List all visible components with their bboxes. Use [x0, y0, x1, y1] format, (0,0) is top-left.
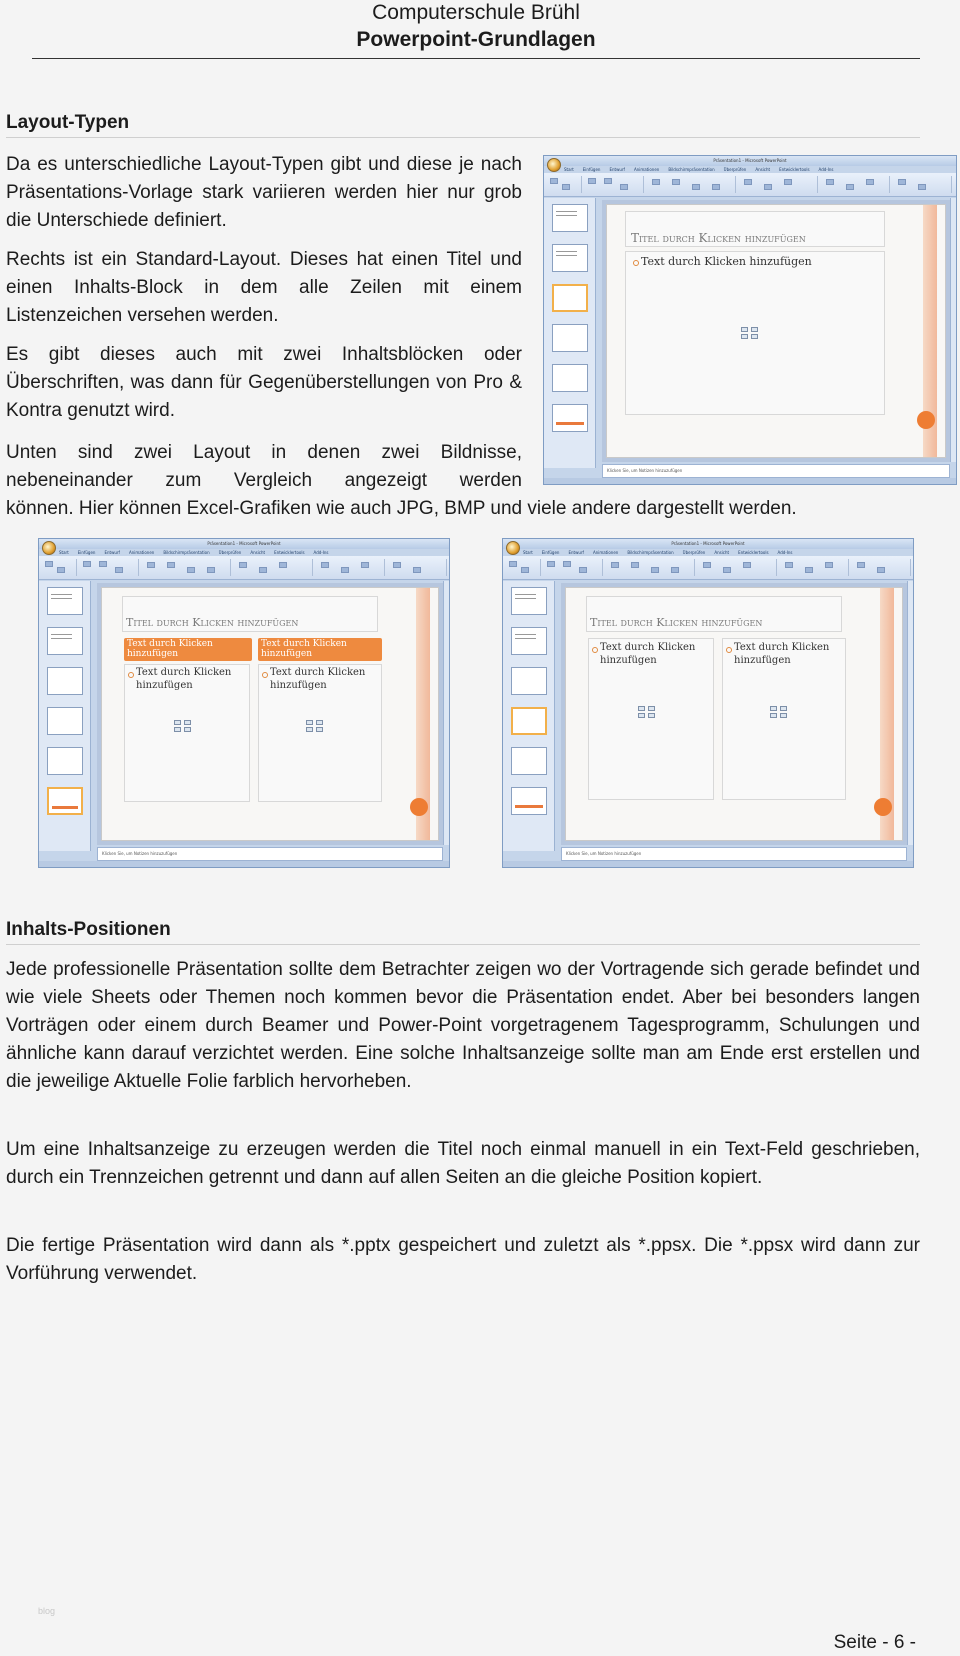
bullet-left: Text durch Klicken hinzufügen — [136, 667, 246, 692]
slide-thumbnails — [503, 581, 555, 851]
tab: Entwicklertools — [274, 550, 305, 555]
slide-title: Titel durch Klicken hinzufügen — [631, 231, 806, 245]
tab: Animationen — [128, 550, 155, 555]
notes-pane: Klicken Sie, um Notizen hinzuzufügen — [602, 464, 950, 478]
status-bar — [39, 861, 449, 867]
slide-thumbnail — [47, 667, 83, 695]
orange-circle-icon — [410, 798, 428, 816]
paragraph-create-toc: Um eine Inhaltsanzeige zu erzeugen werden die Titel noch einmal manuell in ein Text-Feld geschrieben, durch ein Trennzeichen getrennt und dann auf allen Seiten an die gleiche Position kopiert. — [6, 1139, 920, 1188]
tab: Start — [564, 167, 574, 172]
page-number: Seite - 6 - — [833, 1632, 916, 1653]
ribbon — [39, 556, 449, 580]
insert-content-icons — [306, 720, 328, 736]
window-title: Präsentation1 - Microsoft PowerPoint — [544, 156, 956, 166]
insert-content-icons — [770, 706, 792, 722]
paragraph-two-images: Unten sind zwei Layout in denen zwei Bildnisse, nebeneinander zum Vergleich angezeigt werden — [6, 442, 522, 491]
bullet-right: Text durch Klicken hinzufügen — [734, 642, 842, 667]
slide-thumbnail — [47, 747, 83, 775]
screenshot-comparison-layout — [38, 538, 450, 868]
status-bar — [544, 478, 956, 484]
section-heading-content-positions: Inhalts-Positionen — [6, 919, 920, 945]
content-bullet: Text durch Klicken hinzufügen — [641, 255, 812, 268]
tab: Add-Ins — [313, 550, 329, 555]
insert-content-icons — [741, 327, 763, 343]
ribbon — [544, 173, 956, 197]
header-left: Text durch Klicken hinzufügen — [124, 638, 252, 661]
ribbon — [503, 556, 913, 580]
slide-stage — [561, 583, 907, 845]
header-right: Text durch Klicken hinzufügen — [258, 638, 382, 661]
paragraph-two-images-cont: können. Hier können Excel-Grafiken wie auch JPG, BMP und viele andere dargestellt werden. — [6, 498, 797, 519]
slide — [606, 204, 946, 458]
window-title: Präsentation1 - Microsoft PowerPoint — [503, 539, 913, 549]
section-heading-layout-types: Layout-Typen — [6, 112, 920, 138]
tab: Einfügen — [582, 167, 601, 172]
paragraph-save-ppsx: Die fertige Präsentation wird dann als *.pptx gespeichert und zuletzt als *.ppsx. Die *.ppsx wird dann zur Vorführung verwendet. — [6, 1235, 920, 1284]
tab: Ansicht — [250, 550, 266, 555]
slide — [565, 587, 903, 841]
slide-thumbnail — [511, 787, 547, 815]
scrollbar — [907, 581, 913, 845]
ribbon-tabs — [59, 549, 449, 556]
slide-thumbnail — [47, 627, 83, 655]
ribbon-tabs — [523, 549, 913, 556]
tab: Entwurf — [104, 550, 120, 555]
paragraph-professional-presentation: Jede professionelle Präsentation sollte dem Betrachter zeigen wo der Vortragende sich gerade befindet und wie viele Sheets oder Themen noch kommen bevor die Präsentation endet. Aber bei besonders langen Vorträgen oder einem durch Beamer und Power-Point vorgetragenem Tagesprogramm, Schulungen und ähnliche kann darauf verzichtet werden. Eine solche Inhaltsanzeige sollte man am Ende erst erstellen und die jeweilige Aktuelle Folie farblich hervorheben. — [6, 959, 920, 1092]
watermark: blog — [38, 1606, 56, 1616]
slide-thumbnail — [511, 587, 547, 615]
tab: Entwurf — [609, 167, 625, 172]
slide-stage — [97, 583, 443, 845]
bullet-right: Text durch Klicken hinzufügen — [270, 667, 378, 692]
screenshot-standard-layout — [543, 155, 957, 485]
slide-thumbnail-selected — [511, 707, 547, 735]
slide-thumbnails — [39, 581, 91, 851]
tab: Entwurf — [568, 550, 584, 555]
status-bar — [503, 861, 913, 867]
tab: Überprüfen — [218, 550, 242, 555]
orange-circle-icon — [874, 798, 892, 816]
slide-title: Titel durch Klicken hinzufügen — [126, 616, 299, 629]
insert-content-icons — [174, 720, 196, 736]
slide-thumbnail — [552, 324, 588, 352]
slide-thumbnail — [552, 404, 588, 432]
slide-thumbnail — [47, 707, 83, 735]
scrollbar — [443, 581, 449, 845]
slide-thumbnail — [511, 667, 547, 695]
slide-thumbnail — [552, 244, 588, 272]
tab: Add-Ins — [777, 550, 793, 555]
scrollbar — [950, 198, 956, 462]
school-name: Computerschule Brühl — [372, 1, 580, 24]
slide — [101, 587, 439, 841]
screenshot-two-content-layout — [502, 538, 914, 868]
tab: Bildschirmpräsentation — [627, 550, 674, 555]
tab: Bildschirmpräsentation — [668, 167, 715, 172]
window-title: Präsentation1 - Microsoft PowerPoint — [39, 539, 449, 549]
paragraph-intro: Da es unterschiedliche Layout-Typen gibt und diese je nach Präsentations-Vorlage stark variieren werden hier nur grob die Unterschiede definiert. — [6, 154, 522, 231]
tab: Animationen — [592, 550, 619, 555]
slide-thumbnail — [511, 747, 547, 775]
tab: Start — [523, 550, 533, 555]
tab: Ansicht — [755, 167, 771, 172]
tab: Überprüfen — [682, 550, 706, 555]
slide-thumbnail-selected — [552, 284, 588, 312]
tab: Ansicht — [714, 550, 730, 555]
bullet-left: Text durch Klicken hinzufügen — [600, 642, 710, 667]
tab: Entwicklertools — [738, 550, 769, 555]
orange-circle-icon — [917, 411, 935, 429]
slide-stage — [602, 200, 950, 462]
page-header — [32, 0, 920, 59]
ribbon-tabs — [564, 166, 956, 173]
office-button-icon — [547, 158, 561, 172]
tab: Start — [59, 550, 69, 555]
slide-thumbnail-selected — [47, 787, 83, 815]
document-title: Powerpoint-Grundlagen — [356, 28, 596, 51]
tab: Einfügen — [541, 550, 560, 555]
notes-pane: Klicken Sie, um Notizen hinzuzufügen — [561, 847, 907, 861]
slide-thumbnail — [552, 204, 588, 232]
office-button-icon — [42, 541, 56, 555]
slide-thumbnail — [47, 587, 83, 615]
notes-pane: Klicken Sie, um Notizen hinzuzufügen — [97, 847, 443, 861]
paragraph-two-blocks: Es gibt dieses auch mit zwei Inhaltsblöcken oder Überschriften, was dann für Gegenüberstellungen von Pro & Kontra genutzt wird. — [6, 344, 522, 421]
tab: Überprüfen — [723, 167, 747, 172]
tab: Einfügen — [77, 550, 96, 555]
slide-title: Titel durch Klicken hinzufügen — [590, 616, 763, 629]
tab: Animationen — [633, 167, 660, 172]
slide-thumbnail — [552, 364, 588, 392]
slide-thumbnail — [511, 627, 547, 655]
office-button-icon — [506, 541, 520, 555]
slide-thumbnails — [544, 198, 596, 468]
tab: Add-Ins — [818, 167, 834, 172]
insert-content-icons — [638, 706, 660, 722]
paragraph-standard-layout: Rechts ist ein Standard-Layout. Dieses hat einen Titel und einen Inhalts-Block in dem alle Zeilen mit einem Listenzeichen versehen werden. — [6, 249, 522, 326]
tab: Entwicklertools — [779, 167, 810, 172]
tab: Bildschirmpräsentation — [163, 550, 210, 555]
